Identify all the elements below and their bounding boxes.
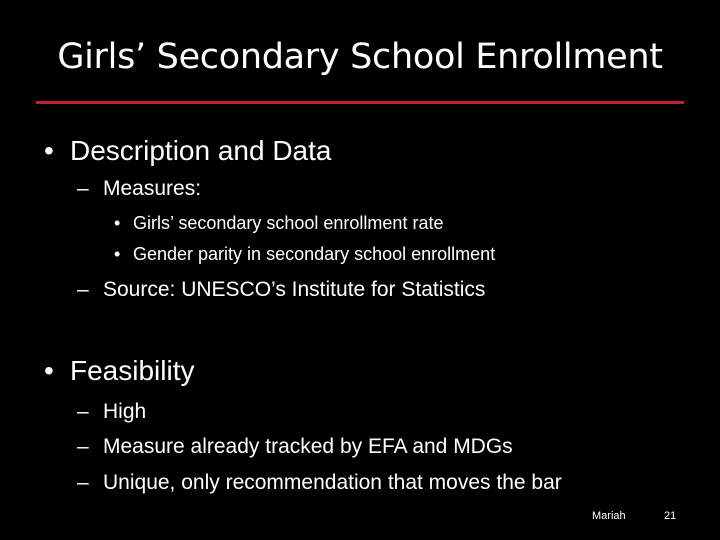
bullet-text: Measure already tracked by EFA and MDGs — [103, 435, 513, 458]
slide-title: Girls’ Secondary School Enrollment — [57, 37, 663, 77]
bullet-text: Feasibility — [70, 355, 195, 386]
bullet-marker: • — [44, 135, 54, 166]
dash-marker: – — [77, 400, 89, 423]
sub-sub-bullet-enrollment-rate — [114, 212, 443, 234]
bullet-text: Girls’ secondary school enrollment rate — [133, 213, 444, 233]
sub-sub-bullet-gender-parity — [114, 243, 495, 265]
dash-marker: – — [77, 435, 89, 458]
bullet-text: Measures: — [103, 177, 202, 200]
bullet-text: Unique, only recommendation that moves the bar — [103, 471, 562, 494]
sub-bullet-measures — [77, 176, 201, 202]
bullet-text: Source: UNESCO’s Institute for Statistics — [103, 278, 486, 301]
slide-number: 21 — [664, 510, 677, 522]
sub-bullet-source — [77, 277, 485, 303]
title-underline — [36, 101, 684, 104]
bullet-marker: • — [44, 355, 54, 386]
dash-marker: – — [77, 177, 89, 200]
sub-bullet-unique — [77, 470, 562, 496]
bullet-description-and-data — [44, 134, 331, 168]
sub-bullet-high — [77, 399, 146, 425]
bullet-feasibility — [44, 354, 194, 388]
bullet-marker: • — [114, 244, 121, 264]
dash-marker: – — [77, 278, 89, 301]
dash-marker: – — [77, 471, 89, 494]
sub-bullet-measure-tracked — [77, 434, 513, 460]
bullet-text: Gender parity in secondary school enrollment — [133, 244, 496, 264]
bullet-marker: • — [114, 213, 121, 233]
bullet-text: High — [103, 400, 147, 423]
bullet-text: Description and Data — [70, 135, 332, 166]
footer-presenter: Mariah — [592, 510, 626, 522]
